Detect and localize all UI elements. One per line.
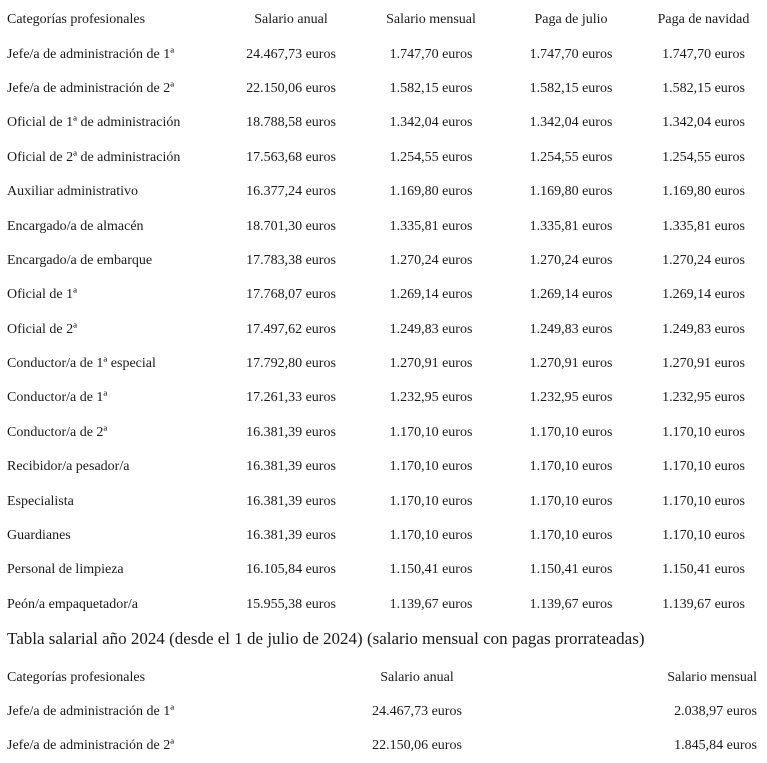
cell-salario-mensual: 1.582,15 euros xyxy=(389,80,473,96)
table-row xyxy=(0,519,767,553)
cell-paga-navidad: 1.232,95 euros xyxy=(662,390,745,406)
cell-salario-anual: 16.377,24 euros xyxy=(246,184,336,200)
cell-paga-julio: 1.249,83 euros xyxy=(529,321,613,337)
cell-categoria: Auxiliar administrativo xyxy=(7,184,139,200)
cell-salario-mensual: 1.342,04 euros xyxy=(389,115,473,131)
cell-salario-anual: 18.788,58 euros xyxy=(246,115,336,131)
table-row xyxy=(0,106,767,140)
cell-categoria: Jefe/a de administración de 1ª xyxy=(7,704,175,719)
table-header-row xyxy=(0,3,767,37)
cell-salario-anual: 24.467,73 euros xyxy=(372,704,462,719)
cell-salario-mensual: 1.232,95 euros xyxy=(389,390,473,406)
cell-paga-navidad: 1.335,81 euros xyxy=(662,218,745,234)
cell-salario-mensual: 1.170,10 euros xyxy=(389,424,473,440)
cell-paga-julio: 1.270,91 euros xyxy=(529,356,613,372)
cell-paga-navidad: 1.747,70 euros xyxy=(662,46,745,62)
header-salario-mensual: Salario mensual xyxy=(386,12,476,28)
cell-salario-anual: 16.105,84 euros xyxy=(246,562,336,578)
cell-categoria: Conductor/a de 2ª xyxy=(7,424,108,440)
cell-categoria: Jefe/a de administración de 1ª xyxy=(7,46,175,62)
cell-paga-julio: 1.170,10 euros xyxy=(529,424,613,440)
header-paga-julio: Paga de julio xyxy=(534,12,608,28)
cell-paga-navidad: 1.582,15 euros xyxy=(662,80,745,96)
cell-salario-mensual: 1.270,91 euros xyxy=(389,356,473,372)
table-row xyxy=(0,695,767,729)
cell-paga-navidad: 1.270,91 euros xyxy=(662,356,745,372)
salary-table-2-body xyxy=(0,695,767,763)
cell-salario-mensual: 1.169,80 euros xyxy=(389,184,473,200)
cell-salario-mensual: 1.270,24 euros xyxy=(389,252,473,268)
cell-paga-julio: 1.170,10 euros xyxy=(529,493,613,509)
cell-salario-mensual: 1.150,41 euros xyxy=(389,562,473,578)
cell-salario-anual: 18.701,30 euros xyxy=(246,218,336,234)
cell-salario-anual: 17.261,33 euros xyxy=(246,390,336,406)
cell-categoria: Peón/a empaquetador/a xyxy=(7,596,139,612)
cell-paga-julio: 1.335,81 euros xyxy=(529,218,613,234)
cell-categoria: Recibidor/a pesador/a xyxy=(7,459,130,475)
salary-table-2 xyxy=(0,661,767,763)
header-salario-mensual: Salario mensual xyxy=(667,670,757,685)
header-categorias: Categorías profesionales xyxy=(7,670,146,685)
cell-salario-mensual: 1.335,81 euros xyxy=(389,218,473,234)
header-salario-anual: Salario anual xyxy=(254,12,328,28)
table-row xyxy=(0,278,767,312)
cell-salario-mensual: 1.170,10 euros xyxy=(389,528,473,544)
cell-paga-navidad: 1.249,83 euros xyxy=(662,321,745,337)
cell-paga-navidad: 1.269,14 euros xyxy=(662,287,745,303)
table-row xyxy=(0,141,767,175)
cell-paga-julio: 1.232,95 euros xyxy=(529,390,613,406)
cell-paga-julio: 1.170,10 euros xyxy=(529,528,613,544)
table-row xyxy=(0,450,767,484)
cell-paga-navidad: 1.139,67 euros xyxy=(662,596,745,612)
cell-paga-julio: 1.150,41 euros xyxy=(529,562,613,578)
cell-salario-mensual: 1.845,84 euros xyxy=(674,738,757,753)
cell-paga-julio: 1.169,80 euros xyxy=(529,184,613,200)
cell-categoria: Oficial de 2ª de administración xyxy=(7,149,181,165)
header-salario-anual: Salario anual xyxy=(380,670,454,685)
cell-salario-anual: 15.955,38 euros xyxy=(246,596,336,612)
salary-table-1-body xyxy=(0,37,767,622)
table-row xyxy=(0,244,767,278)
header-paga-navidad: Paga de navidad xyxy=(657,12,750,28)
cell-salario-anual: 17.563,68 euros xyxy=(246,149,336,165)
cell-salario-anual: 17.497,62 euros xyxy=(246,321,336,337)
cell-paga-julio: 1.254,55 euros xyxy=(529,149,613,165)
cell-paga-navidad: 1.170,10 euros xyxy=(662,493,745,509)
cell-paga-julio: 1.270,24 euros xyxy=(529,252,613,268)
cell-categoria: Guardianes xyxy=(7,528,71,544)
cell-categoria: Jefe/a de administración de 2ª xyxy=(7,80,175,96)
cell-categoria: Jefe/a de administración de 2ª xyxy=(7,738,175,753)
cell-salario-anual: 17.783,38 euros xyxy=(246,252,336,268)
table-2-title: Tabla salarial año 2024 (desde el 1 de julio de 2024) (salario mensual con pagas prorrateadas) xyxy=(7,629,645,648)
table-row xyxy=(0,729,767,763)
cell-salario-anual: 24.467,73 euros xyxy=(246,46,336,62)
cell-categoria: Oficial de 2ª xyxy=(7,321,77,337)
cell-paga-navidad: 1.342,04 euros xyxy=(662,115,745,131)
table-row xyxy=(0,381,767,415)
cell-paga-navidad: 1.170,10 euros xyxy=(662,459,745,475)
table-row xyxy=(0,37,767,71)
table-row xyxy=(0,313,767,347)
cell-paga-julio: 1.170,10 euros xyxy=(529,459,613,475)
cell-paga-julio: 1.269,14 euros xyxy=(529,287,613,303)
cell-categoria: Personal de limpieza xyxy=(7,562,124,578)
cell-salario-anual: 16.381,39 euros xyxy=(246,493,336,509)
cell-paga-navidad: 1.254,55 euros xyxy=(662,149,745,165)
cell-paga-navidad: 1.150,41 euros xyxy=(662,562,745,578)
table-row xyxy=(0,347,767,381)
table-row xyxy=(0,416,767,450)
cell-salario-anual: 17.792,80 euros xyxy=(246,356,336,372)
cell-categoria: Especialista xyxy=(7,493,74,509)
salary-table-1 xyxy=(0,3,767,622)
table-row xyxy=(0,209,767,243)
cell-salario-mensual: 1.139,67 euros xyxy=(389,596,473,612)
cell-paga-navidad: 1.169,80 euros xyxy=(662,184,745,200)
cell-paga-navidad: 1.170,10 euros xyxy=(662,528,745,544)
cell-categoria: Encargado/a de almacén xyxy=(7,218,144,234)
cell-salario-anual: 22.150,06 euros xyxy=(246,80,336,96)
cell-salario-mensual: 1.249,83 euros xyxy=(389,321,473,337)
cell-salario-mensual: 2.038,97 euros xyxy=(674,704,757,719)
table-row xyxy=(0,484,767,518)
header-categorias: Categorías profesionales xyxy=(7,12,146,28)
cell-categoria: Conductor/a de 1ª especial xyxy=(7,356,156,372)
table-row xyxy=(0,588,767,622)
cell-categoria: Oficial de 1ª de administración xyxy=(7,115,181,131)
cell-salario-anual: 17.768,07 euros xyxy=(246,287,336,303)
cell-categoria: Encargado/a de embarque xyxy=(7,252,153,268)
cell-salario-anual: 16.381,39 euros xyxy=(246,528,336,544)
cell-salario-mensual: 1.254,55 euros xyxy=(389,149,473,165)
cell-paga-navidad: 1.170,10 euros xyxy=(662,424,745,440)
cell-categoria: Oficial de 1ª xyxy=(7,287,77,303)
cell-salario-mensual: 1.747,70 euros xyxy=(389,46,473,62)
table-row xyxy=(0,175,767,209)
table-header-row xyxy=(0,661,767,695)
cell-salario-anual: 22.150,06 euros xyxy=(372,738,462,753)
cell-salario-anual: 16.381,39 euros xyxy=(246,424,336,440)
cell-paga-julio: 1.342,04 euros xyxy=(529,115,613,131)
cell-categoria: Conductor/a de 1ª xyxy=(7,390,108,406)
cell-salario-mensual: 1.170,10 euros xyxy=(389,459,473,475)
cell-salario-mensual: 1.269,14 euros xyxy=(389,287,473,303)
table-row xyxy=(0,553,767,587)
cell-paga-julio: 1.747,70 euros xyxy=(529,46,613,62)
cell-paga-navidad: 1.270,24 euros xyxy=(662,252,745,268)
table-row xyxy=(0,72,767,106)
cell-salario-anual: 16.381,39 euros xyxy=(246,459,336,475)
cell-paga-julio: 1.139,67 euros xyxy=(529,596,613,612)
cell-paga-julio: 1.582,15 euros xyxy=(529,80,613,96)
cell-salario-mensual: 1.170,10 euros xyxy=(389,493,473,509)
